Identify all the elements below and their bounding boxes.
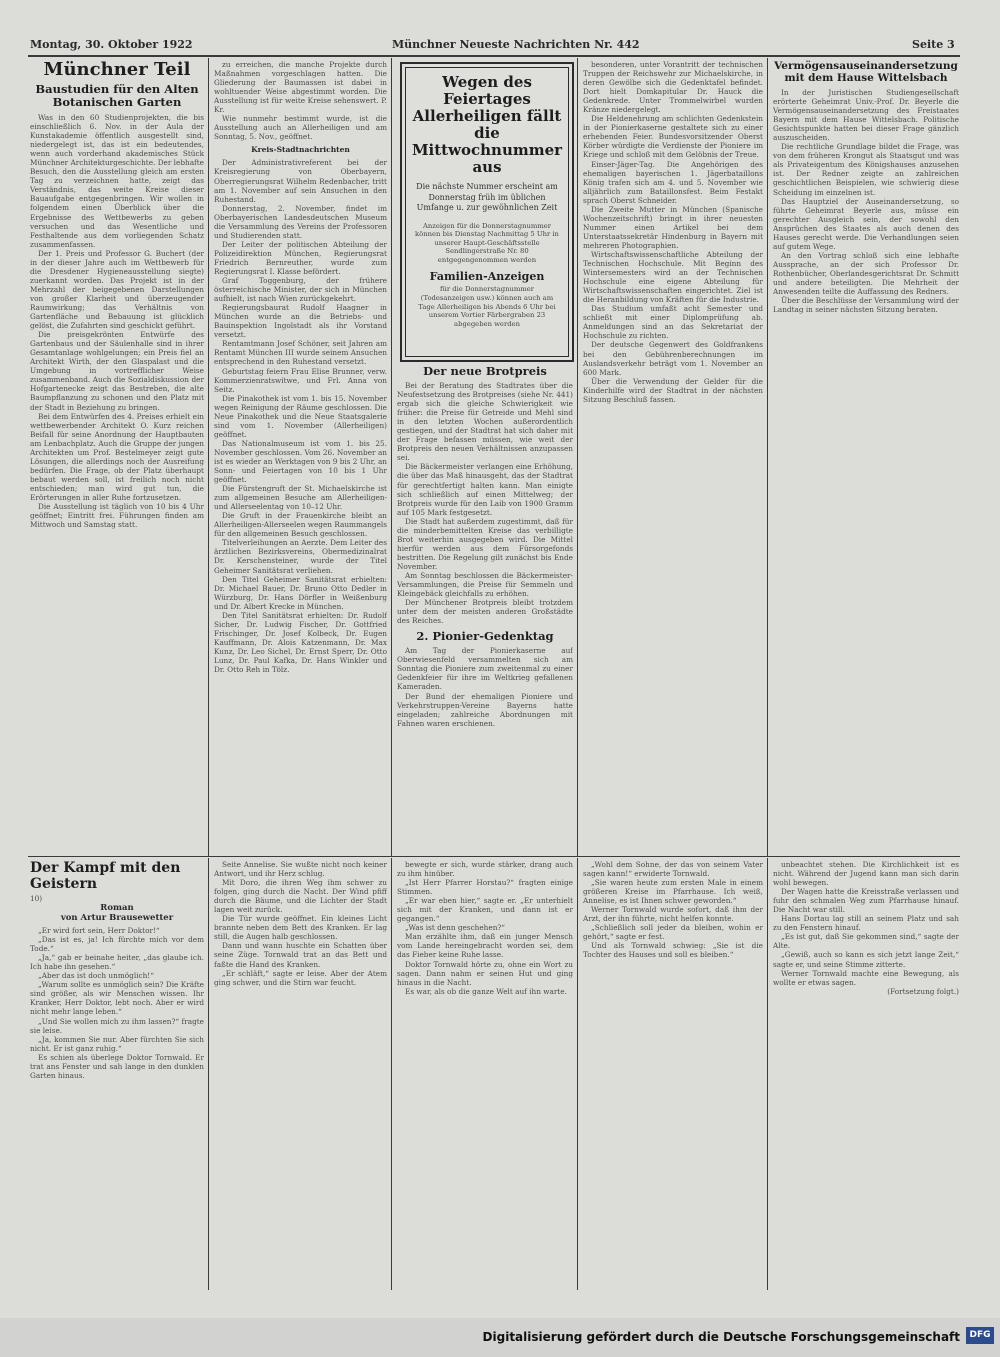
newspaper-name: Münchner Neueste Nachrichten Nr. 442	[392, 38, 640, 51]
paragraph: „Er wird fort sein, Herr Doktor!“	[38, 926, 160, 936]
page-number: Seite 3	[912, 38, 955, 51]
serial-column-4	[583, 860, 763, 1288]
paragraph: Die Stadt hat außerdem zugestimmt, daß für die minderbemittelten Kreise das verbilligte Brot weiterhin ausgegeben wird. Die Mittel hierfür werden aus dem Fürsorgefonds bestritten. Die Regelung gilt zunächst bis Ende November.	[397, 516, 573, 571]
column-rule	[577, 858, 578, 1290]
paragraph: Regierungsbaurat Rudolf Haagner in München wurde an die Betriebs- und Bauinspektion Ingolstadt als ihr Vorstand versetzt.	[214, 303, 387, 340]
section-rule	[28, 856, 960, 857]
column-rule	[391, 858, 392, 1290]
family-ads-title: Familien-Anzeigen	[429, 270, 545, 284]
paragraph: Es schien als überlege Doktor Tornwald. Er trat ans Fenster und sah lange in den dunklen Garten hinaus.	[30, 1052, 204, 1080]
paragraph: Graf Toggenburg, der frühere österreichische Minister, der sich in München aufhielt, ist nach Wien zurückgekehrt.	[214, 276, 387, 304]
paragraph: Bei der Beratung des Stadtrates über die Neufestsetzung des Brotpreises (siehe Nr. 441) ergab sich die gleiche Schwierigkeit wie früher: die Preise für Getreide und Mehl sind in den letzten Wochen außerordentlich gestiegen, und der Stadtrat hat sich daher mit der Frage befassen müssen, wie weit der Brotpreis den neuen Verhältnissen anzupassen sei.	[397, 381, 573, 463]
subsection-title: Kreis-Stadtnachrichten	[251, 145, 350, 155]
paragraph: Werner Tornwald wurde sofort, daß ihm der Arzt, der ihn führte, nicht helfen konnte.	[583, 905, 763, 924]
paragraph: „Er schläft,“ sagte er leise. Aber der Atem ging schwer, und die Stirn war feucht.	[214, 968, 387, 987]
column-rule	[391, 58, 392, 856]
header-rule	[28, 55, 960, 57]
paragraph: Den Titel Geheimer Sanitätsrat erhielten: Dr. Michael Bauer, Dr. Bruno Otto Dedler in Würzburg, Dr. Hans Dörfler in Weißenburg und Dr. Albert Krecke in München.	[214, 574, 387, 611]
article-title: Baustudien für den Alten Botanischen Garten	[35, 82, 199, 109]
paragraph: „Warum sollte es unmöglich sein? Die Kräfte sind größer, als wir Menschen wissen. Ihr Kranker, Herr Doktor, lebt noch. Aber er wird nicht mehr lange leben.“	[30, 980, 204, 1017]
paragraph: Am Tag der Pionierkaserne auf Oberwiesenfeld versammelten sich am Sonntag die Pioniere zum zweitenmal zu einer Gedenkfeier für ihre im Weltkrieg gefallenen Kameraden.	[397, 646, 573, 692]
digitization-footer	[0, 1318, 1000, 1357]
serial-genre: Roman	[100, 903, 134, 914]
serial-column-5	[773, 860, 959, 1288]
paragraph: Über die Verwendung der Gelder für die Kinderhilfe wird der Stadtrat in der nächsten Sitzung Beschluß fassen.	[583, 376, 763, 404]
paragraph: Über die Beschlüsse der Versammlung wird der Landtag in seiner nächsten Sitzung beraten.	[773, 296, 959, 315]
issue-date: Montag, 30. Oktober 1922	[30, 38, 193, 51]
paragraph: Hans Dortau lag still an seinem Platz und sah zu den Fenstern hinauf.	[773, 914, 959, 933]
funding-notice: Digitalisierung gefördert durch die Deutsche Forschungsgemeinschaft	[482, 1330, 960, 1344]
paragraph: „Aber das ist doch unmöglich!“	[38, 971, 154, 981]
article-title: 2. Pionier-Gedenktag	[416, 629, 554, 644]
paragraph: „Das ist es, ja! Ich fürchte mich vor dem Tode.“	[30, 935, 204, 954]
paragraph: Was in den 60 Studienprojekten, die bis einschließlich 6. Nov. in der Aula der Kunstakademie öffentlich ausgestellt sind, niedergelegt ist, das ist ein bedeutendes, wenn auch vorderhand akademisches Stück Münchner Architekturgeschichte. Der lebhafte Besuch, den die Ausstellung gleich am ersten Tag zu verzeichnen hatte, zeigt das Verständnis, das weite Kreise dieser Bauaufgabe entgegenbringen. Wir wollen in folgendem einen Überblick über die Ergebnisse des Wettbewerbs zu geben versuchen und das Wesentliche und Festhaltende aus dem vorliegenden Schatz zusammenfassen.	[30, 113, 204, 249]
paragraph: Rentamtmann Josef Schöner, seit Jahren am Rentamt München III wurde seinem Ansuchen entsprechend in den Ruhestand versetzt.	[214, 339, 387, 367]
paragraph: zu erreichen, die manche Projekte durch Maßnahmen vorgeschlagen hatten. Die Gliederung der Baumassen ist dabei in wohltuender Weise abgestimmt worden. Die Ausstellung ist für weite Kreise sehenswert. P. Kr.	[214, 60, 387, 115]
paragraph: „Schließlich soll jeder da bleiben, wohin er gehört,“ sagte er fest.	[583, 923, 763, 942]
paragraph: „Gewiß, auch so kann es sich jetzt lange Zeit,“ sagte er, und seine Stimme zitterte.	[773, 950, 959, 969]
paragraph: Die Gruft in der Frauenkirche bleibt an Allerheiligen-Allerseelen wegen Raummangels für den allgemeinen Besuch geschlossen.	[214, 511, 387, 539]
paragraph: Seite Annelise. Sie wußte nicht noch keiner Antwort, und ihr Herz schlug.	[214, 860, 387, 879]
paragraph: Die Bäckermeister verlangen eine Erhöhung, die über das Maß hinausgeht, das der Stadtrat für gerechtfertigt halten kann. Man einigte sich schließlich auf einen Mittelweg; der Brotpreis wurde für den Laib von 1900 Gramm auf 105 Mark festgesetzt.	[397, 462, 573, 517]
column-rule	[208, 58, 209, 856]
column-muenchner-teil	[30, 60, 204, 853]
paragraph: „Ist Herr Pfarrer Horstau?“ fragten einige Stimmen.	[397, 878, 573, 897]
paragraph: Das Hauptziel der Auseinandersetzung, so führte Geheimrat Beyerle aus, müsse ein gerechter Ausgleich sein, der sowohl den Ansprüchen des Staates als auch denen des Hauses gerecht werde. Die Verhandlungen seien auf gutem Wege.	[773, 196, 959, 251]
paragraph: Donnerstag, 2. November, findet im Oberbayerischen Landesdeutschen Museum die Versammlung des Vereins der Professoren und Studierenden statt.	[214, 203, 387, 240]
paragraph: In der Juristischen Studiengesellschaft erörterte Geheimrat Univ.-Prof. Dr. Beyerle die Vermögensauseinandersetzung des Freistaates Bayern mit dem Hause Wittelsbach. Politische Gesichtspunkte hatten bei dieser Frage gänzlich auszuscheiden.	[773, 88, 959, 143]
paragraph: Die Pinakothek ist vom 1. bis 15. November wegen Reinigung der Räume geschlossen. Die Neue Pinakothek und die Neue Staatsgalerie sind vom 1. November (Allerheiligen) geöffnet.	[214, 393, 387, 439]
paragraph: Die preisgekrönten Entwürfe des Gartenbaus und der Säulenhalle sind in ihrer Gesamtanlage wohlgelungen; ein Preis fiel an Architekt Wirth, der den Glaspalast und die Umgebung in vortrefflicher Weise zusammenband. Auch die Sozialdiskussion der Hofgartenecke zeigt das Bestreben, die alte Baumpflanzung zu schonen und den Platz mit der Stadt in Beziehung zu bringen.	[30, 330, 204, 412]
paragraph: „Und Sie wollen mich zu ihm lassen?“ fragte sie leise.	[30, 1016, 204, 1035]
paragraph: Und als Tornwald schwieg: „Sie ist die Tochter des Hauses und soll es bleiben.“	[583, 941, 763, 960]
paragraph: „Es ist gut, daß Sie gekommen sind,“ sagte der Alte.	[773, 932, 959, 951]
paragraph: Geburtstag feiern Frau Elise Brunner, verw. Kommerzienratswitwe, und Frl. Anna von Seitz.	[214, 366, 387, 394]
paragraph: Mit Doro, die ihren Weg ihm schwer zu folgen, ging durch die Nacht. Der Wind pfiff durch die Bäume, und die Lichter der Stadt lagen weit zurück.	[214, 878, 387, 915]
paragraph: Die rechtliche Grundlage bildet die Frage, was von dem früheren Krongut als Staatsgut und was als Privateigentum des Königshauses anzusehen ist. Der Redner zeigte an zahlreichen geschichtlichen Beispielen, wie schwierig diese Scheidung im einzelnen ist.	[773, 142, 959, 197]
paragraph: Die Ausstellung ist täglich von 10 bis 4 Uhr geöffnet; Eintritt frei. Führungen finden am Mittwoch und Samstag statt.	[30, 502, 204, 530]
paragraph: An den Vortrag schloß sich eine lebhafte Aussprache, an der sich Professor Dr. Rothenbücher, Oberlandesgerichtsrat Dr. Schmitt und andere beteiligten. Die Mehrheit der Anwesenden teilte die Auffassung des Redners.	[773, 250, 959, 297]
paragraph: Den Titel Sanitätsrat erhielten: Dr. Rudolf Sicher, Dr. Ludwig Fischer, Dr. Gottfried Frischinger, Dr. Josef Kolbeck, Dr. Eugen Kauffmann, Dr. Alois Katzenmann, Dr. Max Kunz, Dr. Leo Sichel, Dr. Ernst Sperr, Dr. Otto Lunz, Dr. Paul Kafka, Dr. Hans Winkler und Dr. Otto Reh in Tölz.	[214, 610, 387, 675]
article-title: Vermögensauseinandersetzung mit dem Hause Wittelsbach	[774, 60, 958, 84]
column-rule	[767, 858, 768, 1290]
column-brotpreis	[397, 365, 573, 853]
serial-column-1	[30, 860, 204, 1288]
paragraph: Der Administrativreferent bei der Kreisregierung von Oberbayern, Oberregierungsrat Wilhelm Redenbacher, tritt am 1. November auf sein Ansuchen in den Ruhestand.	[214, 158, 387, 204]
paragraph: Einser-Jäger-Tag. Die Angehörigen des ehemaligen bayerischen 1. Jägerbataillons König trafen sich am 4. und 5. November wie alljährlich zum Bataillonsfest. Beim Festakt sprach Oberst Schneider.	[583, 159, 763, 205]
paragraph: „Ja, kommen Sie nur. Aber fürchten Sie sich nicht. Er ist ganz ruhig.“	[30, 1034, 204, 1053]
paragraph: Das Nationalmuseum ist vom 1. bis 25. November geschlossen. Vom 26. November an ist es wieder an Werktagen von 9 bis 2 Uhr, an Sonn- und Feiertagen von 10 bis 1 Uhr geöffnet.	[214, 438, 387, 485]
article-body	[30, 113, 204, 529]
holiday-notice-box	[400, 62, 574, 362]
paragraph: „Wohl dem Sohne, der das von seinem Vater sagen kann!“ erwiderte Tornwald.	[583, 860, 763, 879]
serial-column-2	[214, 860, 387, 1288]
paragraph: Die Fürstengruft der St. Michaelskirche ist zum allgemeinen Besuche am Allerheiligen- und Allerseelentag von 10–12 Uhr.	[214, 484, 387, 512]
paragraph: unbeachtet stehen. Die Kirchlichkeit ist es nicht. Während der Jugend kann man sich darin wohl bewegen.	[773, 860, 959, 888]
paragraph: Wie nunmehr bestimmt wurde, ist die Ausstellung auch an Allerheiligen und am Sonntag, 5. Nov., geöffnet.	[214, 114, 387, 142]
paragraph: Der 1. Preis und Professor G. Buchert (der in der dieser Jahre auch im Wettbewerb für die Dresdener Hygieneausstellung siegte) zuerkannt worden. Das Projekt ist in der Mehrzahl der beigegebenen Darstellungen von großer Klarheit und überzeugender Raumwirkung; das Verhältnis von Gartenfläche und Bebauung ist glücklich gelöst, die Zufahrten sind geschickt geführt.	[30, 248, 204, 331]
paragraph: Der deutsche Gegenwert des Goldfrankens bei den Gebührenberechnungen im Auslandsverkehr beträgt vom 1. November an 600 Mark.	[583, 340, 763, 377]
serial-author: von Artur Brausewetter	[60, 913, 174, 924]
dfg-logo: DFG	[966, 1327, 994, 1344]
paragraph: Der Wagen hatte die Kreisstraße verlassen und fuhr den schmalen Weg zum Pfarrhause hinauf. Die Nacht war still.	[773, 887, 959, 915]
paragraph: „Sie waren heute zum ersten Male in einem größeren Kreise im Pfarrhause. Ich weiß, Annelise, es ist Ihnen schwer geworden.“	[583, 878, 763, 906]
paragraph: „Er war eben hier,“ sagte er. „Er unterhielt sich mit der Kranken, und dann ist er gegangen.“	[397, 896, 573, 924]
paragraph: Das Studium umfaßt acht Semester und schließt mit einer Diplomprüfung ab. Anmeldungen sind an das Sekretariat der Hochschule zu richten.	[583, 304, 763, 341]
paragraph: Doktor Tornwald hörte zu, ohne ein Wort zu sagen. Dann nahm er seinen Hut und ging hinaus in die Nacht.	[397, 959, 573, 987]
paragraph: „Was ist denn geschehen?“	[405, 923, 506, 933]
paragraph: Die Zweite Mutter in München (Spanische Wochenzeitschrift) bringt in ihrer neuesten Nummer einen Artikel bei dem Unterstaatssekretär Hindenburg in Bayern mit mehreren Photographien.	[583, 204, 763, 250]
notice-title: Wegen des Feiertages Allerheiligen fällt die Mittwochnummer aus	[411, 73, 563, 176]
paragraph: Es war, als ob die ganze Welt auf ihn warte.	[405, 986, 567, 996]
paragraph: Der Leiter der politischen Abteilung der Polizeidirektion München, Regierungsrat Friedrich Bernreuther, wurde zum Regierungsrat I. Klasse befördert.	[214, 239, 387, 276]
paragraph: Am Sonntag beschlossen die Bäckermeister-Versammlungen, die Preise für Semmeln und Kleingebäck gleichfalls zu erhöhen.	[397, 570, 573, 599]
section-title: Münchner Teil	[43, 60, 191, 80]
paragraph: (Fortsetzung folgt.)	[887, 986, 959, 996]
paragraph: bewegte er sich, wurde stärker, drang auch zu ihm hinüber.	[397, 860, 573, 879]
paragraph: Titelverleihungen an Aerzte. Dem Leiter des ärztlichen Bezirksvereins, Obermedizinalrat Dr. Kerschensteiner, wurde der Titel Geheimer Sanitätsrat verliehen.	[214, 538, 387, 575]
article-title: Der neue Brotpreis	[423, 365, 547, 378]
paragraph: Bei dem Entwürfen des 4. Preises erhielt ein wettbewerbender Architekt O. Kurz reichen Beifall für seine Anordnung der Hauptbauten am Lenbachplatz. Auch die Gruppe der jungen Architekten um Prof. Bestelmeyer zeigt gute Lösungen, die allerdings noch der Ausreifung bedürfen. Die Frage, ob der Platz überhaupt bebaut werden soll, ist freilich noch nicht entschieden; man wird gut tun, die Erörterungen in aller Ruhe fortzusetzen.	[30, 411, 204, 502]
paragraph: Wirtschaftswissenschaftliche Abteilung der Technischen Hochschule. Mit Beginn des Wintersemesters wird an der Technischen Hochschule eine eigene Abteilung für Wirtschaftswissenschaften eingerichtet. Ziel ist die Heranbildung von Kräften für die Industrie.	[583, 249, 763, 305]
paragraph: Die Heldenehrung am schlichten Gedenkstein in der Pionierkaserne gestaltete sich zu einer erhebenden Feier. Bundesvorsitzender Oberst Körber würdigte die Verdienste der Pioniere im Kriege und schloß mit dem Gelöbnis der Treue.	[583, 114, 763, 160]
paragraph: Der Münchener Brotpreis bleibt trotzdem unter dem der meisten anderen Großstädte des Reiches.	[397, 598, 573, 626]
paragraph: Dann und wann huschte ein Schatten über seine Züge. Tornwald trat an das Bett und faßte die Hand des Kranken.	[214, 941, 387, 969]
column-rule	[767, 58, 768, 856]
notice-text: Die nächste Nummer erscheint am Donnerstag früh im üblichen Umfange u. zur gewöhnlichen Zeit	[416, 182, 558, 212]
paragraph: Der Bund der ehemaligen Pioniere und Verkehrstruppen-Vereine Bayerns hatte eingeladen; zahlreiche Abordnungen mit Fahnen waren erschienen.	[397, 691, 573, 728]
notice-small-print: Anzeigen für die Donnerstagnummer können bis Dienstag Nachmittag 5 Uhr in unserer Haupt-Geschäftsstelle Sendlingerstraße Nr. 80 entgegengenommen werden	[415, 221, 559, 264]
serial-title: Der Kampf mit den Geistern	[30, 860, 181, 892]
column-rule	[208, 858, 209, 1290]
paragraph: besonderen, unter Vorantritt der technischen Truppen der Reichswehr zur Michaelskirche, in deren Gewölbe sich die Gedenktafel befindet. Dort hielt Domkapitular Dr. Hauck die Gedenkrede. Unter Trommelwirbel wurden Kränze niedergelegt.	[583, 60, 763, 115]
column-local-news	[214, 60, 387, 853]
paragraph: Man erzählte ihm, daß ein junger Mensch vom Lande hereingebracht worden sei, dem das Fieber keine Ruhe lasse.	[397, 932, 573, 960]
serial-column-3	[397, 860, 573, 1288]
family-ads-text: für die Donnerstagnummer (Todesanzeigen usw.) können auch am Tage Allerheiligen bis Abends 6 Uhr bei unserem Vortier Färbergraben 23 abgegeben werden	[418, 285, 556, 328]
paragraph: Werner Tornwald machte eine Bewegung, als wollte er etwas sagen.	[773, 968, 959, 987]
paragraph: „Ja,“ gab er beinahe heiter, „das glaube ich. Ich habe ihn gesehen.“	[30, 953, 204, 972]
column-rule	[577, 58, 578, 856]
column-reports	[583, 60, 763, 853]
serial-number: 10)	[30, 894, 43, 903]
column-wittelsbach	[773, 60, 959, 853]
paragraph: Die Tür wurde geöffnet. Ein kleines Licht brannte neben dem Bett des Kranken. Er lag still, die Augen halb geschlossen.	[214, 914, 387, 942]
